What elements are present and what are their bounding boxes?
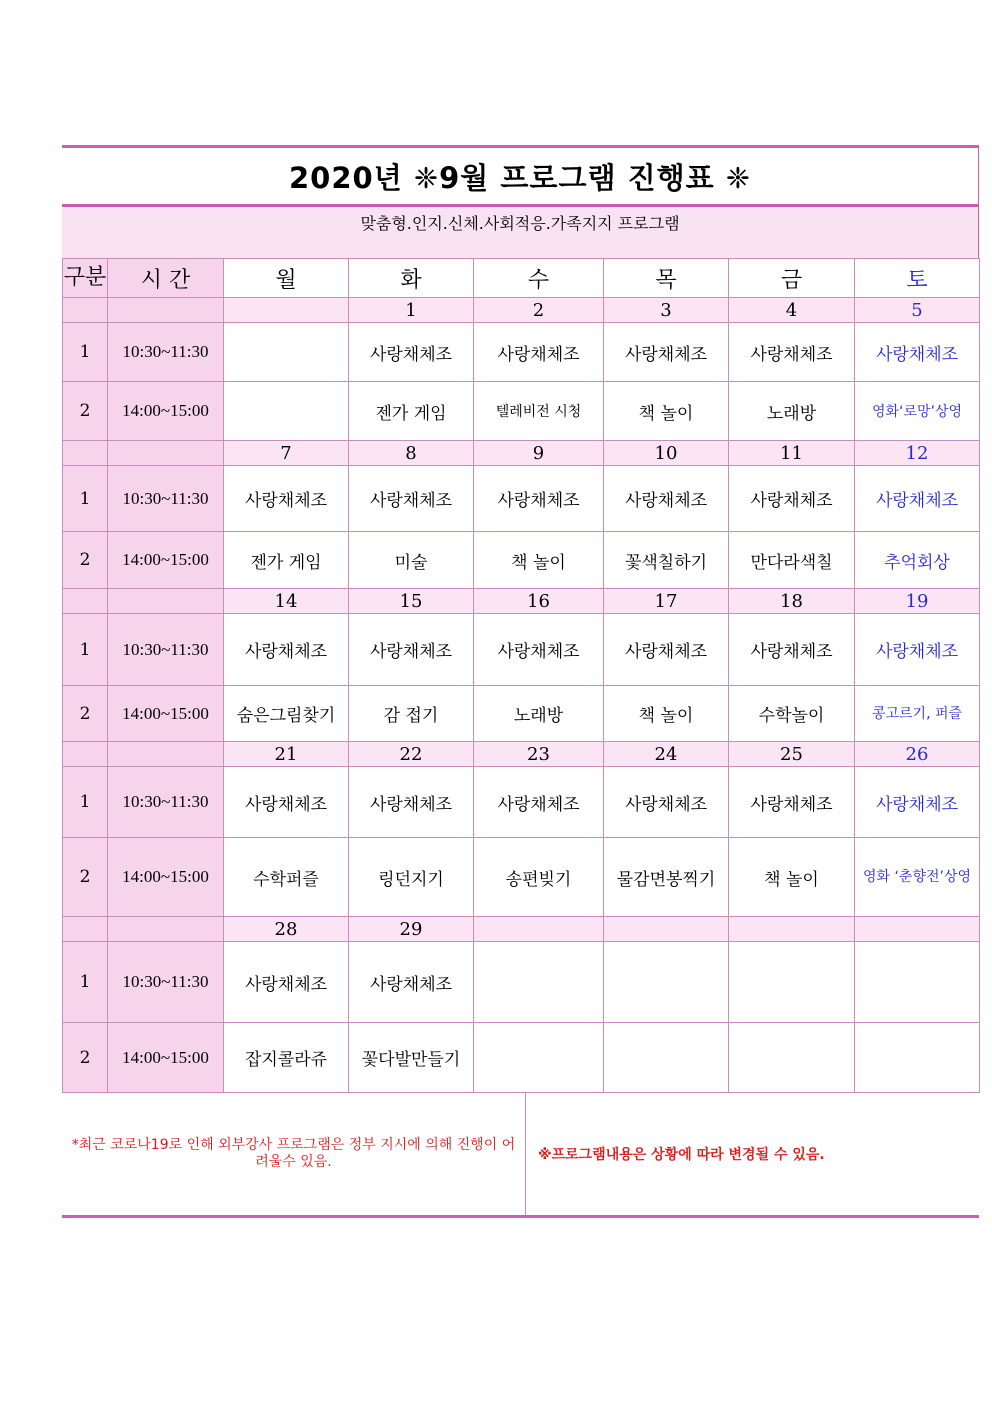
activity-cell: 사랑채체조 (604, 614, 729, 686)
title-row (62, 145, 979, 207)
activity-cell: 사랑채체조 (474, 767, 604, 838)
date-cell: 21 (224, 742, 349, 767)
activity-cell: 사랑채체조 (604, 767, 729, 838)
activity-cell: 노래방 (729, 382, 855, 441)
date-cell: 18 (729, 589, 855, 614)
activity-cell: 추억회상 (855, 532, 980, 589)
session-time: 10:30~11:30 (108, 614, 224, 686)
activity-cell: 사랑채체조 (604, 466, 729, 532)
activity-cell: 사랑채체조 (224, 466, 349, 532)
date-cell (729, 917, 855, 942)
activity-cell: 사랑채체조 (224, 767, 349, 838)
activity-cell (474, 1023, 604, 1093)
session-row (63, 532, 980, 589)
activity-cell: 송편빚기 (474, 838, 604, 917)
date-row (63, 917, 980, 942)
page-title: 2020년 ❈9월 프로그램 진행표 ❈ (289, 160, 751, 195)
activity-cell: 사랑채체조 (474, 466, 604, 532)
activity-cell: 숨은그림찾기 (224, 686, 349, 742)
header-day-saturday: 토 (855, 259, 980, 298)
activity-cell: 감 접기 (349, 686, 474, 742)
session-row (63, 466, 980, 532)
activity-cell: 잡지콜라쥬 (224, 1023, 349, 1093)
activity-cell: 책 놀이 (729, 838, 855, 917)
activity-cell: 노래방 (474, 686, 604, 742)
session-number: 2 (63, 838, 108, 917)
date-cell (224, 298, 349, 323)
session-row (63, 614, 980, 686)
activity-cell: 사랑채체조 (855, 323, 980, 382)
date-cell: 15 (349, 589, 474, 614)
activity-cell: 책 놀이 (604, 382, 729, 441)
activity-cell (604, 1023, 729, 1093)
activity-cell: 사랑채체조 (729, 614, 855, 686)
session-number: 1 (63, 614, 108, 686)
activity-cell: 사랑채체조 (855, 466, 980, 532)
program-subtitle: 맞춤형.인지.신체.사회적응.가족지지 프로그램 (360, 214, 680, 233)
header-day: 수 (474, 259, 604, 298)
date-row-time (108, 742, 224, 767)
date-row (63, 589, 980, 614)
date-cell: 29 (349, 917, 474, 942)
date-row-gu (63, 742, 108, 767)
date-cell: 3 (604, 298, 729, 323)
date-row-time (108, 589, 224, 614)
header-day: 목 (604, 259, 729, 298)
date-cell: 26 (855, 742, 980, 767)
header-row (63, 259, 980, 298)
session-number: 2 (63, 686, 108, 742)
date-cell: 25 (729, 742, 855, 767)
session-row (63, 1023, 980, 1093)
corona-note: *최근 코로나19로 인해 외부강사 프로그램은 정부 지시에 의해 진행이 어려울수 있음. (62, 1093, 526, 1215)
activity-cell: 사랑채체조 (349, 942, 474, 1023)
activity-cell: 텔레비전 시청 (474, 382, 604, 441)
activity-cell: 사랑채체조 (474, 323, 604, 382)
session-time: 10:30~11:30 (108, 767, 224, 838)
activity-cell: 사랑채체조 (855, 767, 980, 838)
date-cell (855, 917, 980, 942)
activity-cell: 물감면봉찍기 (604, 838, 729, 917)
session-row (63, 942, 980, 1023)
date-row (63, 441, 980, 466)
activity-cell (604, 942, 729, 1023)
date-row-gu (63, 441, 108, 466)
activity-cell (224, 323, 349, 382)
activity-cell: 젠가 게임 (349, 382, 474, 441)
activity-cell (474, 942, 604, 1023)
schedule-table (62, 258, 980, 1093)
date-row-time (108, 298, 224, 323)
session-number: 2 (63, 532, 108, 589)
activity-cell: 사랑채체조 (349, 323, 474, 382)
activity-cell: 링던지기 (349, 838, 474, 917)
activity-cell (729, 942, 855, 1023)
session-time: 10:30~11:30 (108, 466, 224, 532)
activity-cell: 만다라색칠 (729, 532, 855, 589)
date-cell: 28 (224, 917, 349, 942)
header-day: 화 (349, 259, 474, 298)
session-number: 1 (63, 323, 108, 382)
activity-cell: 사랑채체조 (224, 614, 349, 686)
date-row-gu (63, 298, 108, 323)
activity-cell (855, 1023, 980, 1093)
activity-cell: 사랑채체조 (474, 614, 604, 686)
activity-cell: 책 놀이 (604, 686, 729, 742)
date-cell: 1 (349, 298, 474, 323)
activity-cell: 콩고르기, 퍼즐 (855, 686, 980, 742)
subtitle-row (62, 207, 979, 258)
session-time: 14:00~15:00 (108, 1023, 224, 1093)
date-cell: 17 (604, 589, 729, 614)
date-cell: 2 (474, 298, 604, 323)
date-row-time (108, 917, 224, 942)
session-time: 14:00~15:00 (108, 838, 224, 917)
date-cell (474, 917, 604, 942)
activity-cell: 사랑채체조 (349, 767, 474, 838)
date-row-gu (63, 917, 108, 942)
date-cell: 7 (224, 441, 349, 466)
session-row (63, 767, 980, 838)
activity-cell: 수학놀이 (729, 686, 855, 742)
session-row (63, 838, 980, 917)
activity-cell: 사랑채체조 (604, 323, 729, 382)
activity-cell: 꽃다발만들기 (349, 1023, 474, 1093)
session-number: 2 (63, 382, 108, 441)
date-cell: 11 (729, 441, 855, 466)
session-number: 1 (63, 767, 108, 838)
date-cell: 4 (729, 298, 855, 323)
date-cell: 9 (474, 441, 604, 466)
activity-cell: 꽃색칠하기 (604, 532, 729, 589)
session-time: 14:00~15:00 (108, 382, 224, 441)
session-number: 2 (63, 1023, 108, 1093)
activity-cell: 미술 (349, 532, 474, 589)
date-row (63, 298, 980, 323)
date-cell: 8 (349, 441, 474, 466)
activity-cell: 영화‘로망’상영 (855, 382, 980, 441)
activity-cell: 책 놀이 (474, 532, 604, 589)
header-time: 시 간 (108, 259, 224, 298)
date-row-time (108, 441, 224, 466)
date-cell: 22 (349, 742, 474, 767)
date-cell: 19 (855, 589, 980, 614)
date-cell (604, 917, 729, 942)
header-gu: 구분 (63, 259, 108, 298)
date-cell: 16 (474, 589, 604, 614)
header-day: 월 (224, 259, 349, 298)
activity-cell: 사랑채체조 (349, 614, 474, 686)
activity-cell: 사랑채체조 (729, 767, 855, 838)
session-row (63, 323, 980, 382)
session-row (63, 382, 980, 441)
session-number: 1 (63, 942, 108, 1023)
session-time: 14:00~15:00 (108, 686, 224, 742)
notes-row (62, 1093, 979, 1218)
activity-cell: 사랑채체조 (224, 942, 349, 1023)
session-row (63, 686, 980, 742)
activity-cell: 영화 ‘춘향전’상영 (855, 838, 980, 917)
activity-cell: 사랑채체조 (729, 466, 855, 532)
activity-cell (855, 942, 980, 1023)
session-time: 14:00~15:00 (108, 532, 224, 589)
date-cell: 10 (604, 441, 729, 466)
activity-cell (729, 1023, 855, 1093)
session-number: 1 (63, 466, 108, 532)
schedule-sheet (62, 145, 979, 1218)
date-cell: 14 (224, 589, 349, 614)
activity-cell: 사랑채체조 (855, 614, 980, 686)
date-cell: 12 (855, 441, 980, 466)
activity-cell: 젠가 게임 (224, 532, 349, 589)
header-day: 금 (729, 259, 855, 298)
date-row-gu (63, 589, 108, 614)
session-time: 10:30~11:30 (108, 942, 224, 1023)
date-cell: 5 (855, 298, 980, 323)
session-time: 10:30~11:30 (108, 323, 224, 382)
date-cell: 24 (604, 742, 729, 767)
date-cell: 23 (474, 742, 604, 767)
activity-cell: 사랑채체조 (729, 323, 855, 382)
activity-cell: 수학퍼즐 (224, 838, 349, 917)
change-note: ※프로그램내용은 상황에 따라 변경될 수 있음. (538, 1147, 825, 1163)
activity-cell: 사랑채체조 (349, 466, 474, 532)
date-row (63, 742, 980, 767)
activity-cell (224, 382, 349, 441)
